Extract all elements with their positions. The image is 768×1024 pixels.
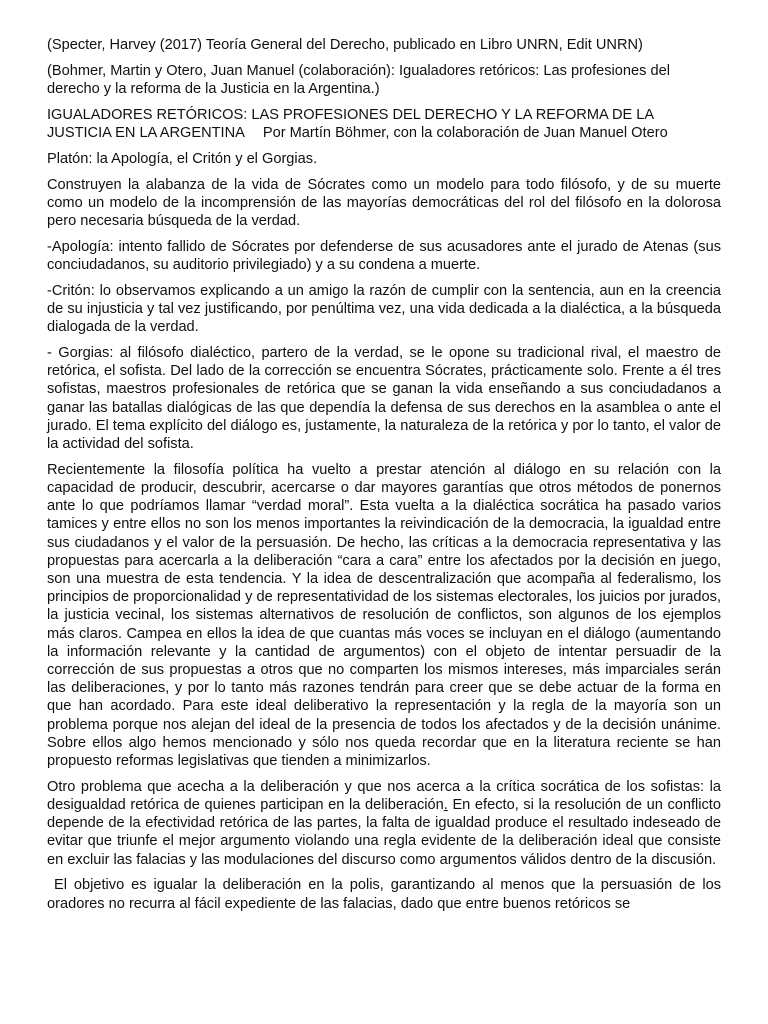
paragraph-otro-part-b: En efecto, si la resolución de un conflicto depende de la efectividad retórica de las partes, la falta de igualdad produce el resultado indeseado de evitar que triunfe el mejor argumento violando una regla evidente de la deliberación ideal que consiste en excluir las falacias y las modulaciones del discurso como argumentos válidos dentro de la discusión. (47, 797, 721, 868)
paragraph-alabanza: Construyen la alabanza de la vida de Sócrates como un modelo para todo filósofo, y de su muerte como un modelo de la incomprensión de las mayorías democráticas del rol del filósofo en la dolorosa pero necesaria búsqueda de la verdad. (47, 176, 721, 229)
paragraph-objetivo: El objetivo es igualar la deliberación en la polis, garantizando al menos que la persuasión de los oradores no recurra al fácil expediente de las falacias, dado que entre buenos retóricos se (47, 877, 721, 912)
article-title: IGUALADORES RETÓRICOS: LAS PROFESIONES DEL DERECHO Y LA REFORMA DE LA JUSTICIA EN LA ARGENTINA (47, 106, 654, 141)
article-byline: Por Martín Böhmer, con la colaboración de Juan Manuel Otero (262, 125, 668, 141)
paragraph-gorgias: - Gorgias: al filósofo dialéctico, partero de la verdad, se le opone su tradicional rival, el maestro de retórica, el sofista. Del lado de la corrección se encuentra Sócrates, prácticamente solo. Frente a él tres sofistas, maestros profesionales de retórica que se ganan la vida enseñando a sus conciudadanos a ganar las batallas dialógicas de las que dependía la defensa de sus derechos en la asamblea o ante el jurado. El tema explícito del diálogo es, justamente, la naturaleza de la retórica y por lo tanto, el valor de la actividad del sofista. (47, 345, 721, 453)
reference-specter: (Specter, Harvey (2017) Teoría General del Derecho, publicado en Libro UNRN, Edit UNRN) (47, 37, 643, 53)
paragraph-otro-part-a: Otro problema que acecha a la deliberación y que nos acerca a la crítica socrática de los sofistas: la desigualdad retórica de quienes participan en la deliberación (47, 778, 721, 814)
document-page (47, 36, 721, 920)
reference-bohmer: (Bohmer, Martin y Otero, Juan Manuel (colaboración): Igualadores retóricos: Las profesiones del derecho y la reforma de la Justicia en la Argentina.) (47, 62, 670, 97)
paragraph-criton: -Critón: lo observamos explicando a un amigo la razón de cumplir con la sentencia, aun en la creencia de su injusticia y tal vez justificando, por penúltima vez, una vida dedicada a la dialéctica, a la búsqueda dialogada de la verdad. (47, 282, 721, 336)
paragraph-apologia: -Apología: intento fallido de Sócrates por defenderse de sus acusadores ante el jurado de Atenas (sus conciudadanos, su auditorio privilegiado) y a su condena a muerte. (47, 238, 721, 273)
paragraph-platon: Platón: la Apología, el Critón y el Gorgias. (47, 150, 318, 167)
paragraph-otro-underlined-period: . (443, 797, 448, 814)
paragraph-recientemente: Recientemente la filosofía política ha vuelto a prestar atención al diálogo en su relación con la capacidad de producir, descubrir, acercarse o dar mayores garantías que otros métodos de ponernos ante lo que podríamos llamar “verdad moral”. Esta vuelta a la dialéctica socrática ha pasado varios tamices y entre ellos no son los menos importantes la reivindicación de la democracia, la igualdad entre sus ciudadanos y el valor de la persuasión. De hecho, las críticas a la democracia representativa y las propuestas para acercarla a la deliberación “cara a cara” entre los afectados por la decisión en juego, son una muestra de esta tendencia. Y la idea de descentralización que acompaña al federalismo, los principios de proporcionalidad y de representatividad de los sistemas electorales, los juicios por jurados, la justicia vecinal, los sistemas alternativos de resolución de conflictos, son algunos de los ejemplos más claros. Campea en ellos la idea de que cuantas más voces se incluyan en el diálogo (aumentando la información relevante y la cantidad de argumentos) con el objeto de intentar persuadir de la corrección de sus propuestas a otros que no comparten los mismos intereses, más imparciales serán las deliberaciones, y por lo tanto más razones tendrán para creer que se debe actuar de la forma en que han acordado. Para este ideal deliberativo la representación y la regla de la mayoría son un problema porque nos alejan del ideal de la presencia de todos los afectados y de la decisión unánime. Sobre ellos algo hemos mencionado y sólo nos queda recordar que en la literatura reciente se han propuesto reformas legislativas que tienden a minimizarlos. (47, 461, 721, 770)
article-heading (47, 106, 721, 142)
paragraph-otro-problema (47, 778, 721, 869)
